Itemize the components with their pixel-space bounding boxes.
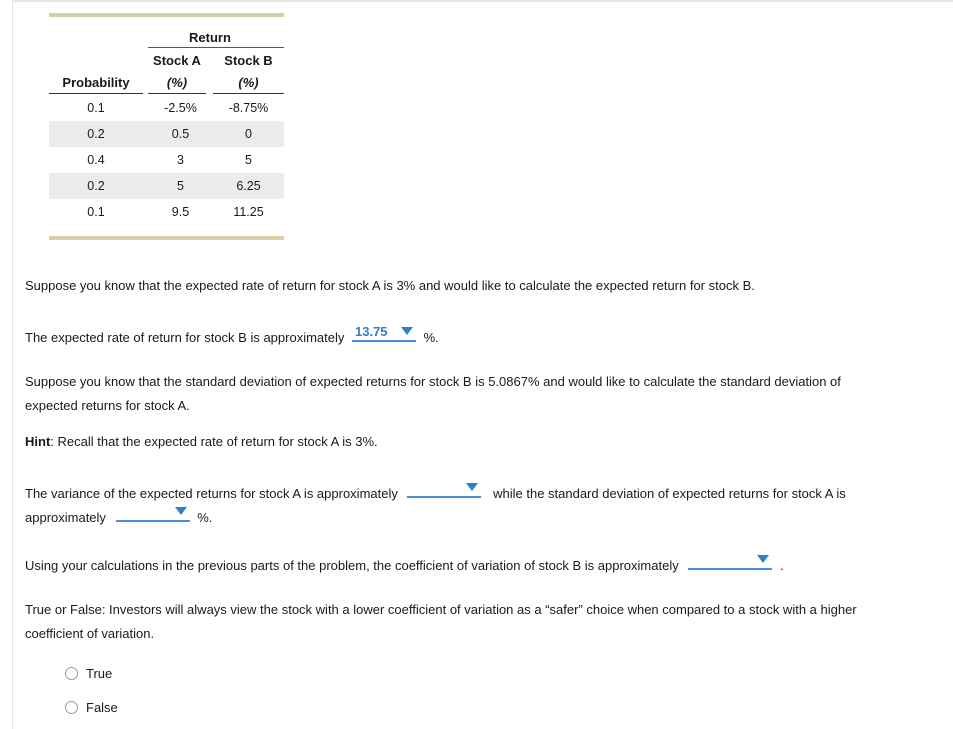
variance-prefix: The variance of the expected returns for stock A is approximately [25,486,398,501]
probability-cell: 0.4 [87,153,105,167]
table-row [49,147,284,173]
sd-a-dropdown[interactable] [116,502,190,522]
probability-cell: 0.2 [87,179,105,193]
stock-b-rule [213,93,284,94]
return-header-rule [148,47,284,48]
radio-circle-icon[interactable] [65,701,78,714]
tf-line2: coefficient of variation. [25,626,155,641]
tf-line1: True or False: Investors will always view the stock with a lower coefficient of variation as a “safer” choice when compared to a stock with a higher [25,602,857,617]
sd-prefix: approximately [25,510,106,525]
return-header: Return [189,30,231,45]
probability-rule [49,93,143,94]
stock-b-cell: 0 [245,127,252,141]
expected-return-b-value: 13.75 [355,324,388,339]
hint [25,430,378,454]
cv-line [25,550,784,578]
stock-b-cell: 5 [245,153,252,167]
probability-cell: 0.1 [87,101,105,115]
stock-a-cell: -2.5% [164,101,197,115]
radio-false-label: False [86,700,118,715]
frame-left-border [12,0,13,729]
variance-mid: while the standard deviation of expected returns for stock A is [493,486,846,501]
radio-circle-icon[interactable] [65,667,78,680]
cv-prefix: Using your calculations in the previous parts of the problem, the coefficient of variation of stock B is approximately [25,558,679,573]
sd-suffix: %. [197,510,213,525]
chevron-down-icon [175,507,187,515]
sd-line [25,502,212,530]
stock-b-header: Stock B [224,53,273,68]
table-row [49,173,284,199]
stock-b-unit: (%) [238,75,259,90]
table-row [49,199,284,225]
expected-return-b-dropdown[interactable] [352,322,416,342]
stock-a-cell: 3 [177,153,184,167]
q1-line [25,322,439,350]
frame-top-border [12,0,953,2]
q1-intro: Suppose you know that the expected rate of return for stock A is 3% and would like to calculate the expected return for stock B. [25,278,755,293]
stock-a-cell: 9.5 [171,205,190,219]
chevron-down-icon [401,327,413,335]
stock-b-cell: 6.25 [236,179,261,193]
probability-cell: 0.2 [87,127,105,141]
stock-b-cell: 11.25 [233,205,264,219]
q1-prefix: The expected rate of return for stock B is approximately [25,330,345,345]
hint-text: : Recall that the expected rate of return for stock A is 3%. [50,434,378,449]
q1-suffix: %. [423,330,439,345]
stock-a-rule [148,93,206,94]
hint-label: Hint [25,434,51,449]
stock-b-cell: -8.75% [228,101,269,115]
q2-intro-line2: expected returns for stock A. [25,398,190,413]
chevron-down-icon [757,555,769,563]
radio-true[interactable] [65,666,112,681]
probability-header: Probability [62,75,130,90]
cv-suffix: . [779,558,784,573]
chevron-down-icon [466,483,478,491]
q2-intro-line1: Suppose you know that the standard deviation of expected returns for stock B is 5.0867% and would like to calculate the standard deviation of [25,374,841,389]
table-row [49,95,284,121]
table-header [49,17,284,95]
stock-a-cell: 0.5 [171,127,190,141]
stock-a-unit: (%) [166,75,188,90]
table-row [49,121,284,147]
stock-a-cell: 5 [177,179,184,193]
returns-table [49,13,284,240]
cv-b-dropdown[interactable] [688,550,772,570]
radio-true-label: True [86,666,113,681]
probability-cell: 0.1 [87,205,105,219]
variance-a-dropdown[interactable] [407,478,481,498]
radio-false[interactable] [65,700,118,715]
table-bottom-bar [49,236,284,240]
stock-a-header: Stock A [153,53,201,68]
